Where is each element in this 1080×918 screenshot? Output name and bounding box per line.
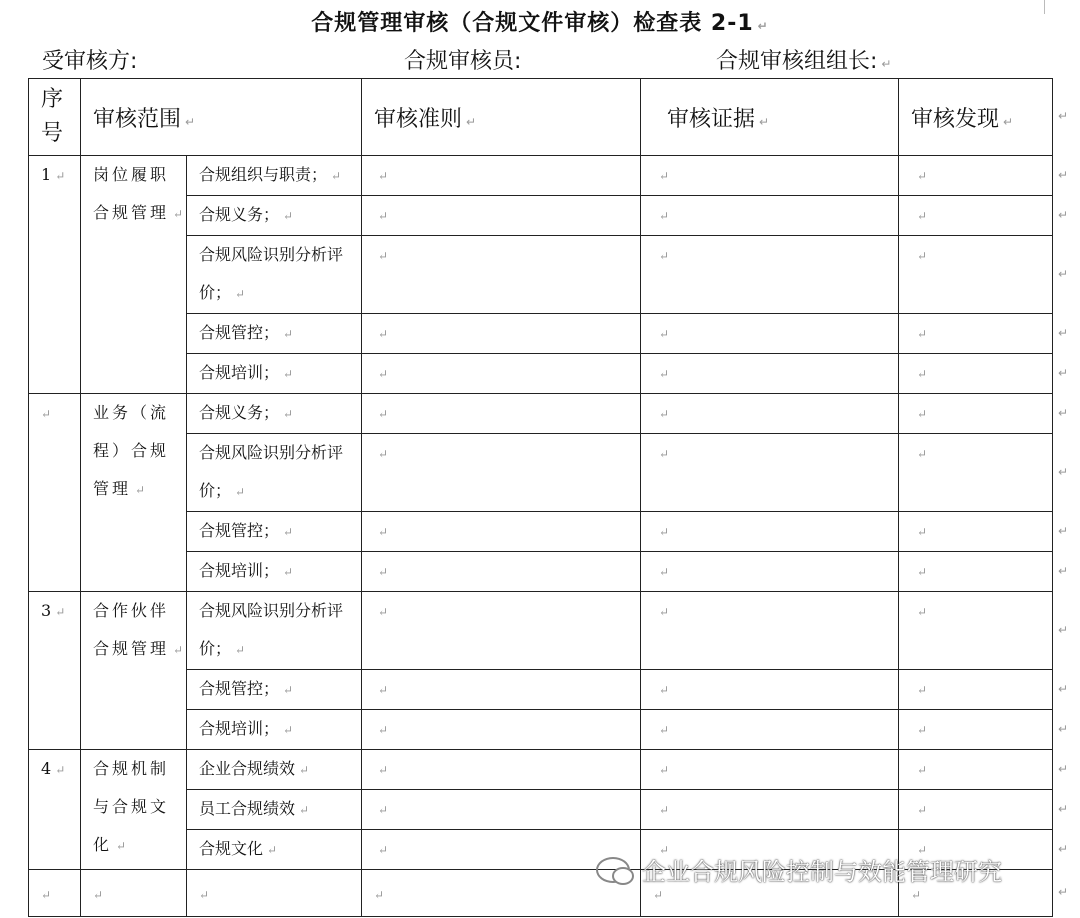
paragraph-mark: ↵ — [283, 209, 294, 223]
paragraph-mark: ↵ — [199, 887, 210, 902]
paragraph-mark: ↵ — [378, 327, 389, 341]
evidence-cell — [641, 156, 899, 196]
evidence-cell — [641, 434, 899, 512]
scope-item-cell — [187, 512, 362, 552]
paragraph-mark: ↵ — [374, 887, 385, 902]
paragraph-mark: ↵ — [659, 209, 670, 223]
paragraph-mark: ↵ — [283, 407, 294, 421]
paragraph-mark: ↵ — [116, 839, 127, 853]
paragraph-mark: ↵ — [659, 249, 670, 263]
title-text: 合规管理审核（合规文件审核）检查表 2-1 — [311, 11, 754, 36]
findings-cell — [899, 710, 1053, 750]
auditor-label — [404, 44, 521, 75]
evidence-cell — [641, 354, 899, 394]
paragraph-mark: ↵ — [659, 605, 670, 619]
paragraph-mark: ↵ — [917, 565, 928, 579]
criteria-cell — [362, 552, 641, 592]
paragraph-mark: ↵ — [659, 367, 670, 381]
scope-item-cell — [187, 394, 362, 434]
paragraph-mark: ↵ — [55, 169, 66, 183]
row-end-mark: ↵ — [1058, 681, 1069, 696]
paragraph-mark: ↵ — [41, 887, 52, 902]
paragraph-mark: ↵ — [378, 407, 389, 421]
paragraph-mark: ↵ — [917, 249, 928, 263]
paragraph-mark: ↵ — [911, 887, 922, 902]
paragraph-mark: ↵ — [917, 447, 928, 461]
criteria-cell — [362, 512, 641, 552]
watermark-text: 企业合规风险控制与效能管理研究 — [642, 858, 1002, 886]
criteria-cell — [362, 314, 641, 354]
scope-item-label: 合规培训； — [199, 561, 280, 580]
scope-item-label: 合规义务； — [199, 205, 280, 224]
row-end-mark: ↵ — [1058, 365, 1069, 380]
findings-cell — [899, 750, 1053, 790]
paragraph-mark: ↵ — [378, 249, 389, 263]
paragraph-mark: ↵ — [283, 367, 294, 381]
row-end-mark: ↵ — [1058, 885, 1069, 899]
paragraph-mark: ↵ — [173, 207, 184, 221]
category-cell — [81, 156, 187, 394]
row-end-mark: ↵ — [1058, 325, 1069, 340]
paragraph-mark: ↵ — [659, 723, 670, 737]
paragraph-mark: ↵ — [917, 169, 928, 183]
category-cell — [81, 394, 187, 592]
paragraph-mark: ↵ — [757, 19, 769, 33]
category-cell — [81, 870, 187, 917]
category-label: 岗位履职合规管理 — [93, 165, 170, 222]
scope-item-cell — [187, 156, 362, 196]
seq-cell — [29, 870, 81, 917]
paragraph-mark: ↵ — [659, 843, 670, 857]
row-end-mark: ↵ — [1058, 207, 1069, 222]
paragraph-mark: ↵ — [378, 763, 389, 777]
scope-item-cell — [187, 870, 362, 917]
scope-item-label: 合规管控； — [199, 323, 280, 342]
paragraph-mark: ↵ — [267, 843, 278, 857]
header-criteria: 审核准则 ↵ — [362, 79, 641, 156]
paragraph-mark: ↵ — [235, 485, 246, 499]
header-scope: 审核范围 ↵ — [81, 79, 362, 156]
paragraph-mark: ↵ — [283, 723, 294, 737]
scope-item-label: 合规义务； — [199, 403, 280, 422]
watermark — [596, 852, 1002, 887]
row-end-mark: ↵ — [1058, 464, 1069, 479]
criteria-cell — [362, 434, 641, 512]
paragraph-mark: ↵ — [283, 327, 294, 341]
seq-number: 4 — [41, 759, 52, 778]
paragraph-mark: ↵ — [659, 683, 670, 697]
paragraph-mark: ↵ — [41, 407, 52, 421]
scope-item-cell — [187, 196, 362, 236]
auditor-text: 合规审核员: — [404, 49, 522, 74]
criteria-cell — [362, 790, 641, 830]
criteria-cell — [362, 592, 641, 670]
scope-item-label: 合规风险识别分析评价； — [199, 443, 344, 500]
evidence-cell — [641, 394, 899, 434]
paragraph-mark: ↵ — [93, 887, 104, 902]
scope-item-cell — [187, 830, 362, 870]
leader-text: 合规审核组组长: — [716, 49, 878, 74]
paragraph-mark: ↵ — [917, 803, 928, 817]
table-row — [29, 750, 1053, 790]
paragraph-mark: ↵ — [659, 327, 670, 341]
findings-cell — [899, 314, 1053, 354]
category-cell — [81, 592, 187, 750]
findings-cell — [899, 592, 1053, 670]
table-body — [29, 156, 1053, 917]
paragraph-mark: ↵ — [135, 483, 146, 497]
paragraph-mark: ↵ — [378, 605, 389, 619]
row-end-mark: ↵ — [1058, 266, 1069, 281]
scope-item-cell — [187, 314, 362, 354]
findings-cell — [899, 434, 1053, 512]
paragraph-mark: ↵ — [659, 447, 670, 461]
scope-item-label: 合规培训； — [199, 363, 280, 382]
findings-cell — [899, 156, 1053, 196]
scope-item-cell — [187, 552, 362, 592]
header-row — [29, 79, 1053, 156]
scope-item-label: 员工合规绩效 — [199, 799, 296, 818]
evidence-cell — [641, 512, 899, 552]
paragraph-mark: ↵ — [173, 643, 184, 657]
header-seq: 序号 — [29, 79, 81, 156]
paragraph-mark: ↵ — [378, 367, 389, 381]
paragraph-mark: ↵ — [917, 723, 928, 737]
paragraph-mark: ↵ — [378, 803, 389, 817]
row-end-mark: ↵ — [1058, 563, 1069, 578]
scope-item-label: 合规管控； — [199, 521, 280, 540]
scope-item-cell — [187, 354, 362, 394]
paragraph-mark: ↵ — [881, 57, 892, 71]
scope-item-label: 企业合规绩效 — [199, 759, 296, 778]
table-row — [29, 394, 1053, 434]
findings-cell — [899, 670, 1053, 710]
category-label: 合规机制与合规文化 — [93, 759, 170, 854]
scope-item-label: 合规组织与职责； — [199, 165, 328, 184]
seq-cell — [29, 156, 81, 394]
paragraph-mark: ↵ — [378, 525, 389, 539]
row-end-mark: ↵ — [1058, 841, 1069, 856]
paragraph-mark: ↵ — [378, 565, 389, 579]
seq-cell — [29, 592, 81, 750]
scope-item-cell — [187, 434, 362, 512]
scope-item-cell — [187, 592, 362, 670]
row-end-mark: ↵ — [1058, 721, 1069, 736]
paragraph-mark: ↵ — [659, 803, 670, 817]
findings-cell — [899, 196, 1053, 236]
evidence-cell — [641, 236, 899, 314]
paragraph-mark: ↵ — [917, 367, 928, 381]
scope-item-cell — [187, 670, 362, 710]
criteria-cell — [362, 750, 641, 790]
table-row — [29, 592, 1053, 670]
paragraph-mark: ↵ — [283, 525, 294, 539]
findings-cell — [899, 394, 1053, 434]
category-label: 合作伙伴合规管理 — [93, 601, 170, 658]
paragraph-mark: ↵ — [917, 407, 928, 421]
row-end-mark: ↵ — [1058, 167, 1069, 182]
evidence-cell — [641, 314, 899, 354]
category-cell — [81, 750, 187, 870]
row-end-mark: ↵ — [1058, 801, 1069, 816]
audit-checklist-table — [28, 78, 1053, 917]
paragraph-mark: ↵ — [299, 803, 310, 817]
paragraph-mark: ↵ — [917, 843, 928, 857]
evidence-cell — [641, 592, 899, 670]
paragraph-mark: ↵ — [659, 407, 670, 421]
paragraph-mark: ↵ — [917, 327, 928, 341]
paragraph-mark: ↵ — [659, 763, 670, 777]
evidence-cell — [641, 710, 899, 750]
scope-item-label: 合规风险识别分析评价； — [199, 245, 344, 302]
paragraph-mark: ↵ — [917, 763, 928, 777]
header-findings: 审核发现 ↵ — [899, 79, 1053, 156]
category-label: 业务（流程）合规管理 — [93, 403, 170, 498]
findings-cell — [899, 354, 1053, 394]
evidence-cell — [641, 750, 899, 790]
paragraph-mark: ↵ — [378, 447, 389, 461]
leader-label — [716, 44, 891, 75]
paragraph-mark: ↵ — [659, 565, 670, 579]
paragraph-mark: ↵ — [235, 643, 246, 657]
row-end-mark: ↵ — [1058, 622, 1069, 637]
paragraph-mark: ↵ — [55, 763, 66, 777]
evidence-cell — [641, 196, 899, 236]
scope-item-label: 合规文化 — [199, 839, 264, 858]
paragraph-mark: ↵ — [378, 683, 389, 697]
paragraph-mark: ↵ — [55, 605, 66, 619]
paragraph-mark: ↵ — [659, 525, 670, 539]
paragraph-mark: ↵ — [917, 525, 928, 539]
seq-number: 3 — [41, 601, 52, 620]
findings-cell — [899, 512, 1053, 552]
paragraph-mark: ↵ — [653, 887, 664, 902]
row-end-mark: ↵ — [1058, 761, 1069, 776]
paragraph-mark: ↵ — [283, 565, 294, 579]
paragraph-mark: ↵ — [235, 287, 246, 301]
criteria-cell — [362, 670, 641, 710]
paragraph-mark: ↵ — [378, 843, 389, 857]
row-end-mark: ↵ — [1058, 405, 1069, 420]
scope-item-label: 合规培训； — [199, 719, 280, 738]
table-row — [29, 156, 1053, 196]
paragraph-mark: ↵ — [283, 683, 294, 697]
paragraph-mark: ↵ — [331, 169, 342, 183]
evidence-cell — [641, 790, 899, 830]
seq-number: 1 — [41, 165, 52, 184]
row-end-mark: ↵ — [1058, 523, 1069, 538]
criteria-cell — [362, 156, 641, 196]
row-end-mark: ↵ — [1058, 109, 1069, 123]
paragraph-mark: ↵ — [917, 683, 928, 697]
paragraph-mark: ↵ — [378, 209, 389, 223]
scope-item-label: 合规管控； — [199, 679, 280, 698]
criteria-cell — [362, 196, 641, 236]
evidence-cell — [641, 670, 899, 710]
scope-item-label: 合规风险识别分析评价； — [199, 601, 344, 658]
paragraph-mark: ↵ — [299, 763, 310, 777]
paragraph-mark: ↵ — [378, 169, 389, 183]
seq-cell — [29, 394, 81, 592]
paragraph-mark: ↵ — [659, 169, 670, 183]
evidence-cell — [641, 552, 899, 592]
scope-item-cell — [187, 236, 362, 314]
seq-cell — [29, 750, 81, 870]
scope-item-cell — [187, 750, 362, 790]
criteria-cell — [362, 236, 641, 314]
criteria-cell — [362, 354, 641, 394]
scope-item-cell — [187, 790, 362, 830]
paragraph-mark: ↵ — [378, 723, 389, 737]
scope-item-cell — [187, 710, 362, 750]
findings-cell — [899, 552, 1053, 592]
criteria-cell — [362, 710, 641, 750]
auditee-label — [42, 44, 137, 75]
findings-cell — [899, 236, 1053, 314]
criteria-cell — [362, 394, 641, 434]
findings-cell — [899, 790, 1053, 830]
header-evidence: 审核证据 ↵ — [641, 79, 899, 156]
paragraph-mark: ↵ — [917, 605, 928, 619]
page-title — [0, 6, 1080, 37]
paragraph-mark: ↵ — [917, 209, 928, 223]
auditee-text: 受审核方: — [42, 49, 138, 74]
wechat-icon — [596, 857, 630, 883]
